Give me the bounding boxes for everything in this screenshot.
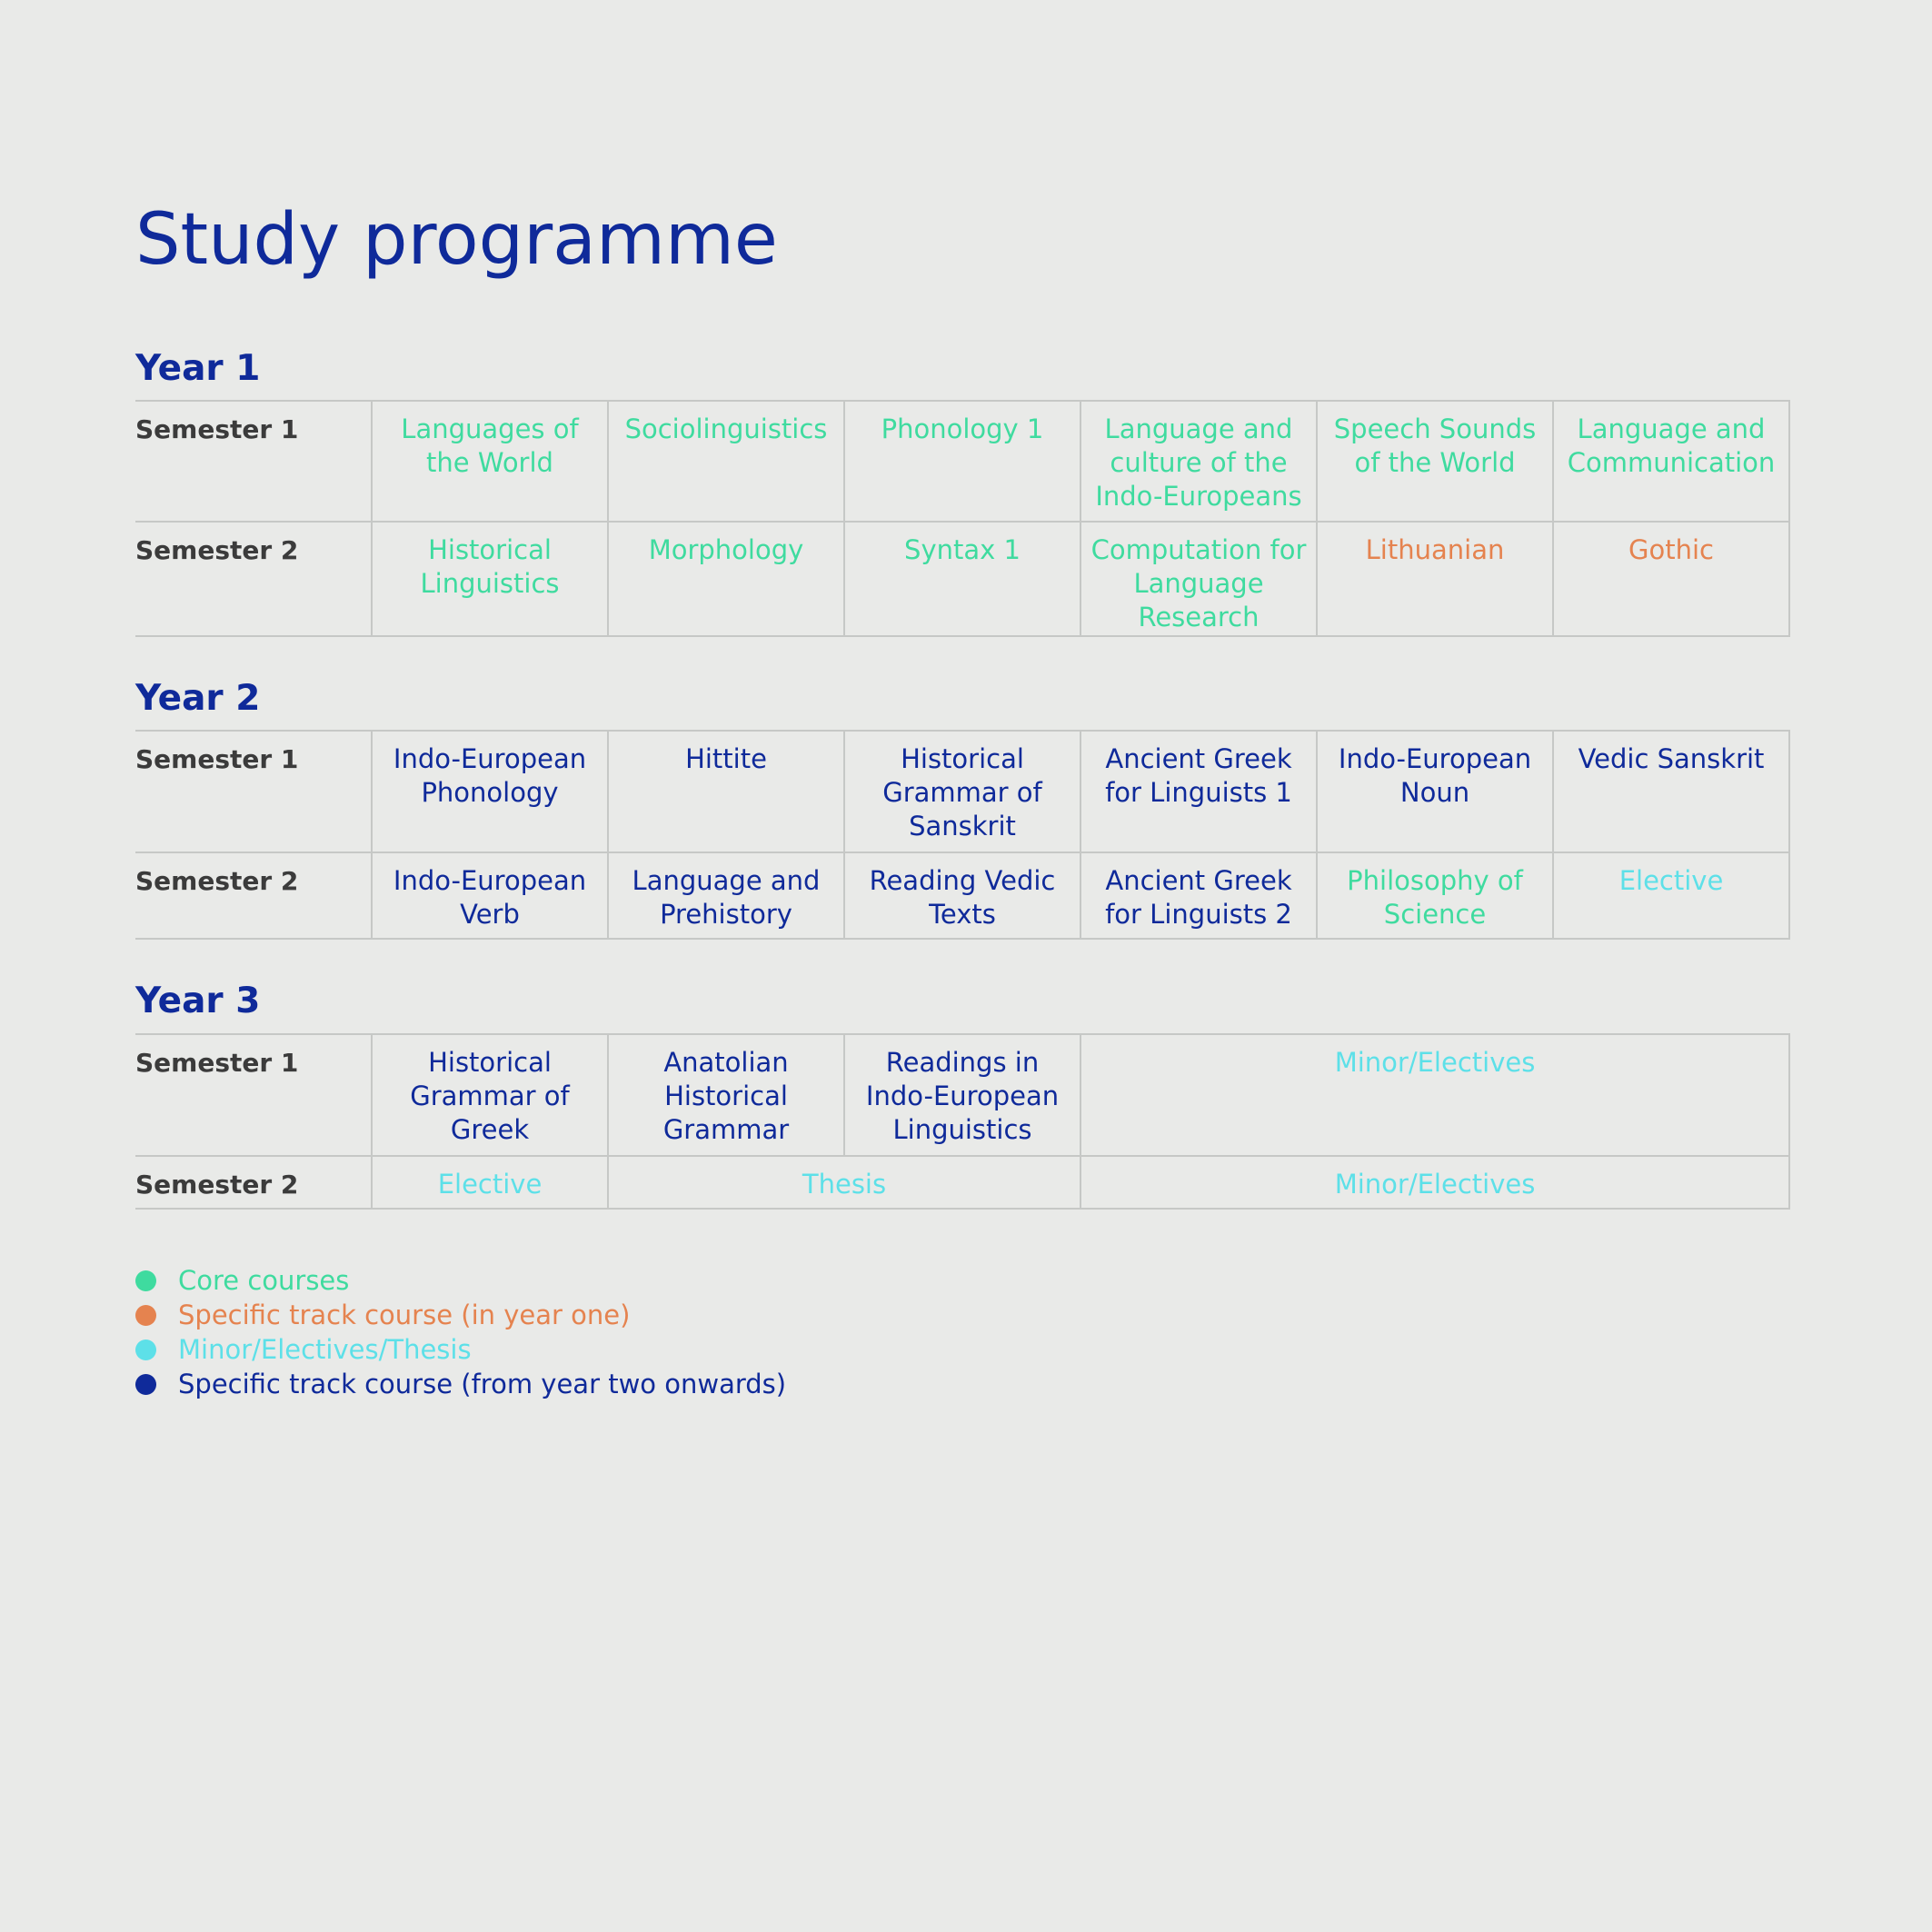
course-cell: Historical Grammar of Greek: [372, 1034, 608, 1156]
circle-icon: [135, 1305, 156, 1326]
page-title: Study programme: [135, 199, 778, 281]
course-cell: Historical Grammar of Sanskrit: [844, 731, 1081, 852]
course-cell: Vedic Sanskrit: [1553, 731, 1789, 852]
table-row: [135, 522, 1789, 636]
legend-item: [135, 1367, 786, 1401]
legend-item: [135, 1263, 786, 1298]
course-cell: Computation for Language Research: [1081, 522, 1317, 636]
course-cell: Language and culture of the Indo-Europeans: [1081, 401, 1317, 522]
legend-label: Minor/Electives/Thesis: [178, 1334, 472, 1365]
year-1-table: [135, 400, 1790, 637]
circle-icon: [135, 1339, 156, 1360]
semester-label: Semester 1: [135, 401, 372, 522]
course-cell: Minor/Electives: [1081, 1156, 1789, 1209]
semester-label: Semester 2: [135, 852, 372, 939]
course-cell: Readings in Indo-European Linguistics: [844, 1034, 1081, 1156]
table-row: [135, 1034, 1789, 1156]
circle-icon: [135, 1270, 156, 1291]
legend-label: Core courses: [178, 1265, 350, 1296]
semester-label: Semester 2: [135, 1156, 372, 1209]
course-cell: Phonology 1: [844, 401, 1081, 522]
legend-label: Specific track course (in year one): [178, 1300, 631, 1330]
table-row: [135, 1156, 1789, 1209]
course-cell: Gothic: [1553, 522, 1789, 636]
course-cell: Anatolian Historical Grammar: [608, 1034, 844, 1156]
legend-item: [135, 1298, 786, 1332]
course-cell: Lithuanian: [1317, 522, 1553, 636]
course-cell: Reading Vedic Texts: [844, 852, 1081, 939]
course-cell: Speech Sounds of the World: [1317, 401, 1553, 522]
course-cell: Thesis: [608, 1156, 1081, 1209]
year-3-table: [135, 1033, 1790, 1210]
course-cell: Hittite: [608, 731, 844, 852]
legend-label: Specific track course (from year two onwards): [178, 1369, 787, 1399]
year-2-table: [135, 730, 1790, 940]
course-cell: Indo-European Verb: [372, 852, 608, 939]
course-cell: Indo-European Noun: [1317, 731, 1553, 852]
course-cell: Language and Prehistory: [608, 852, 844, 939]
course-cell: Minor/Electives: [1081, 1034, 1789, 1156]
course-cell: Sociolinguistics: [608, 401, 844, 522]
course-cell: Ancient Greek for Linguists 1: [1081, 731, 1317, 852]
course-cell: Elective: [372, 1156, 608, 1209]
course-cell: Language and Communication: [1553, 401, 1789, 522]
course-cell: Indo-European Phonology: [372, 731, 608, 852]
year-1-heading: Year 1: [135, 348, 261, 389]
semester-label: Semester 1: [135, 1034, 372, 1156]
course-cell: Historical Linguistics: [372, 522, 608, 636]
course-cell: Ancient Greek for Linguists 2: [1081, 852, 1317, 939]
course-cell: Philosophy of Science: [1317, 852, 1553, 939]
legend: [135, 1263, 786, 1401]
course-cell: Morphology: [608, 522, 844, 636]
year-3-heading: Year 3: [135, 981, 261, 1021]
course-cell: Languages of the World: [372, 401, 608, 522]
circle-icon: [135, 1374, 156, 1395]
semester-label: Semester 2: [135, 522, 372, 636]
course-cell: Syntax 1: [844, 522, 1081, 636]
semester-label: Semester 1: [135, 731, 372, 852]
table-row: [135, 731, 1789, 852]
table-row: [135, 852, 1789, 939]
legend-item: [135, 1332, 786, 1367]
year-2-heading: Year 2: [135, 678, 261, 719]
course-cell: Elective: [1553, 852, 1789, 939]
table-row: [135, 401, 1789, 522]
